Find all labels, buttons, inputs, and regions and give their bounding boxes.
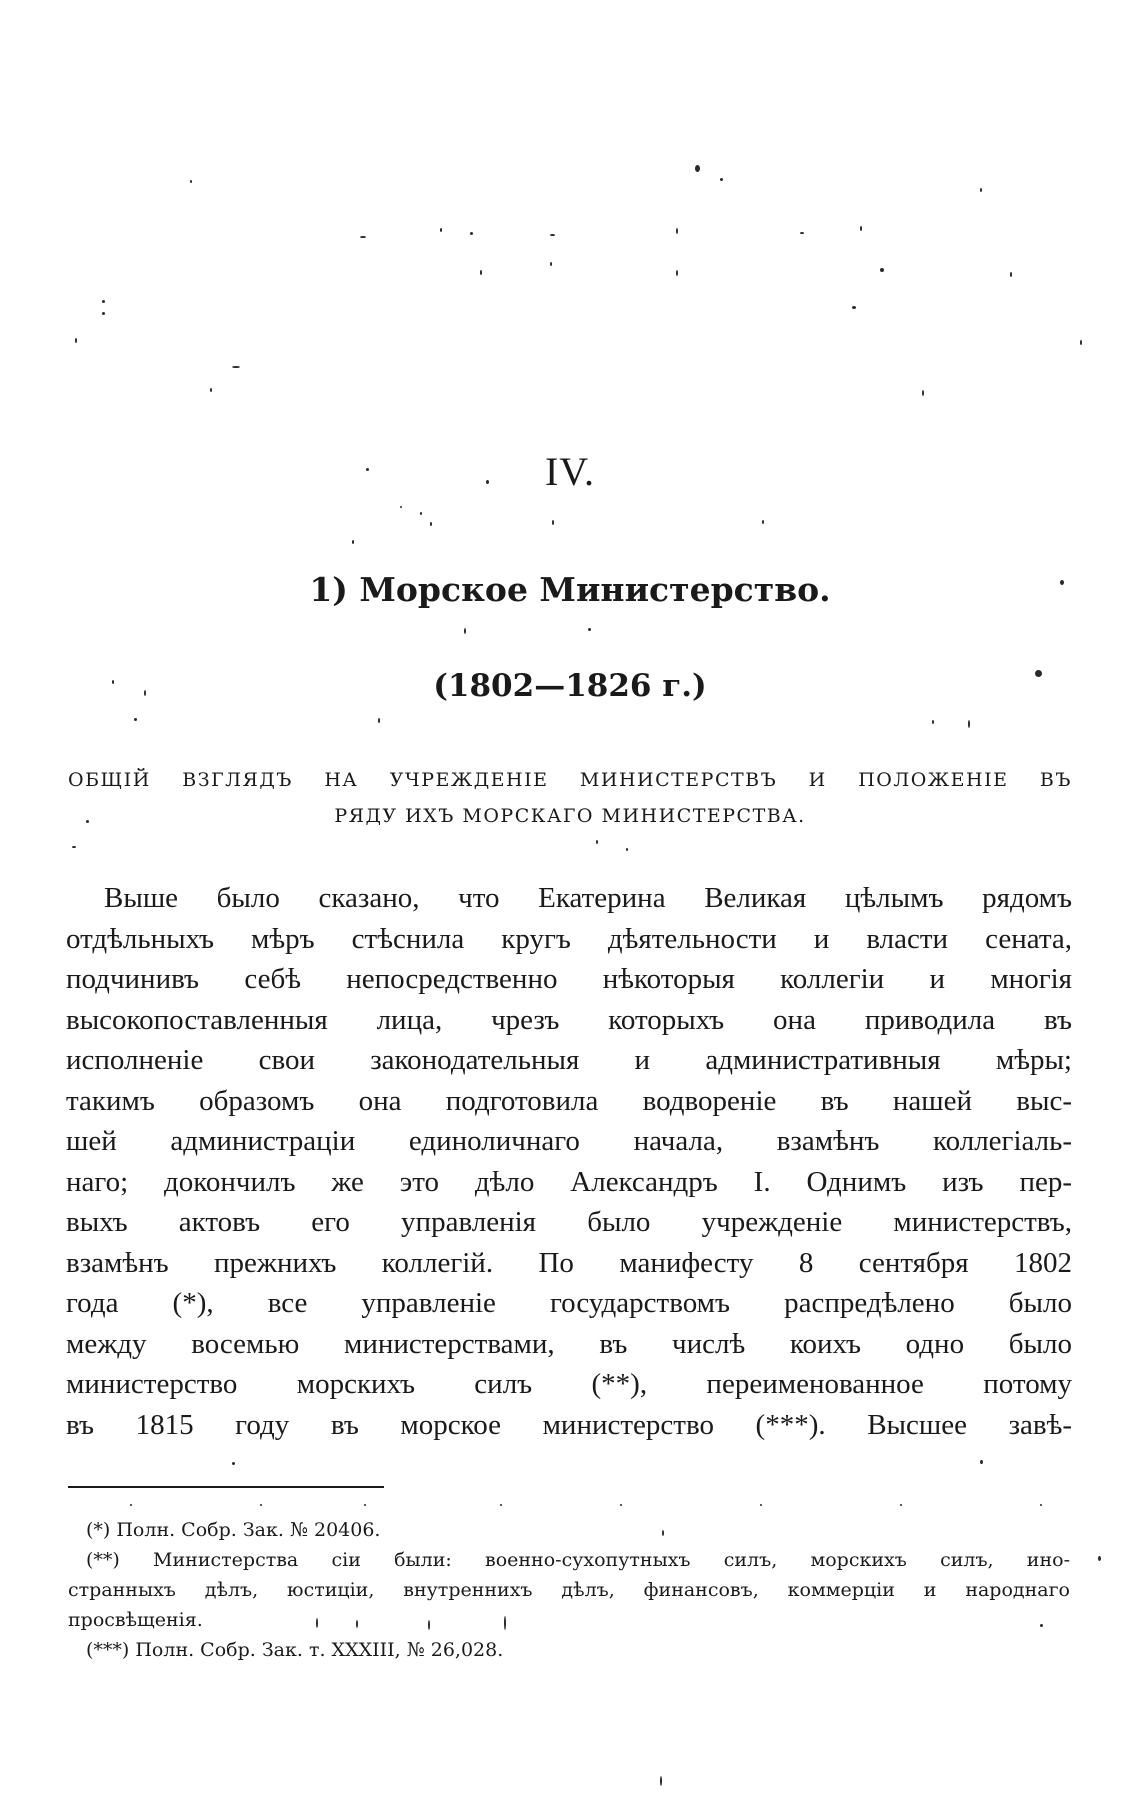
subheading [68,762,1072,834]
subheading-line: ОБЩІЙ ВЗГЛЯДЪ НА УЧРЕЖДЕНІЕ МИНИСТЕРСТВЪ И ПОЛОЖЕНІЕ ВЪ [68,769,1072,791]
date-range: (1802—1826 г.) [433,668,707,704]
footnote-line: (*) Полн. Собр. Зак. № 20406. [86,1519,381,1541]
footnotes [68,1515,1070,1665]
body-line: взамѣнъ прежнихъ коллегій. По манифесту 8 сентября 1802 [66,1246,1072,1279]
footnote [68,1635,1070,1665]
body-line: отдѣльныхъ мѣръ стѣснила кругъ дѣятельности и власти сената, [66,922,1072,955]
body-line: наго; докончилъ же это дѣло Александръ I. Однимъ изъ пер- [66,1165,1072,1198]
body-line: выхъ актовъ его управленія было учрежденіе министерствъ, [66,1206,1072,1238]
footnote-line: странныхъ дѣлъ, юстиціи, внутреннихъ дѣлъ, финансовъ, коммерціи и народнаго [68,1579,1070,1601]
subheading-line: РЯДУ ИХЪ МОРСКАГО МИНИСТЕРСТВА. [334,805,806,827]
body-line: высокопоставленныя лица, чрезъ которыхъ она приводила въ [66,1003,1072,1036]
body-line: такимъ образомъ она подготовила водвореніе въ нашей выс- [66,1084,1072,1117]
body-line: исполненіе свои законодательныя и административныя мѣры; [66,1044,1072,1076]
footnote [68,1545,1070,1635]
footnote-divider [68,1486,384,1488]
body-line: Выше было сказано, что Екатерина Великая цѣлымъ рядомъ [104,882,1072,914]
footnote-line: (***) Полн. Собр. Зак. т. XXXIII, № 26,028. [86,1639,504,1661]
footnote [68,1515,1070,1545]
chapter-number: IV. [544,449,596,494]
body-line: подчинивъ себѣ непосредственно нѣкоторыя коллегіи и многія [66,963,1072,995]
body-line: между восемью министерствами, въ числѣ коихъ одно было [66,1327,1072,1360]
section-title: 1) Морское Министерство. [309,570,831,609]
body-line: министерство морскихъ силъ (**), переименованное потому [66,1368,1072,1400]
footnote-line: просвѣщенія. [68,1609,203,1631]
body-paragraph [66,878,1072,1445]
footnote-line: (**) Министерства сіи были: военно-сухопутныхъ силъ, морскихъ силъ, ино- [86,1549,1070,1571]
body-line: шей администраціи единоличнаго начала, взамѣнъ коллегіаль- [66,1125,1072,1157]
body-line: года (*), все управленіе государствомъ распредѣлено было [66,1287,1072,1319]
body-line: въ 1815 году въ морское министерство (***). Высшее завѣ- [66,1408,1072,1441]
